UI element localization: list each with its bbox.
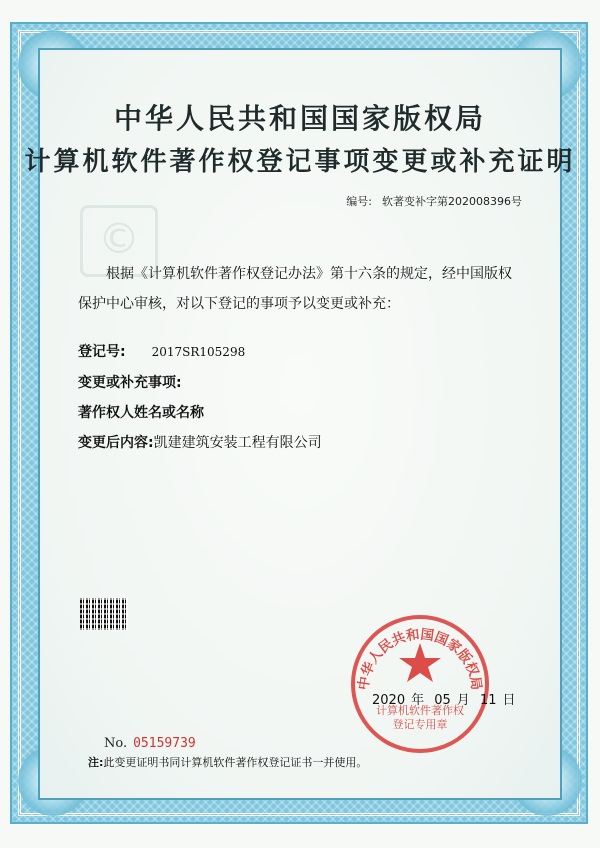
serial-value: 软著变补字第202008396号 xyxy=(382,195,522,208)
registration-label: 登记号: xyxy=(78,344,126,360)
barcode-icon xyxy=(80,598,128,630)
after-change-row xyxy=(78,432,322,452)
registration-row xyxy=(78,341,245,361)
after-change-value: 凯建建筑安装工程有限公司 xyxy=(153,435,322,451)
registration-value: 2017SR105298 xyxy=(151,345,246,359)
date-month-unit: 月 xyxy=(456,693,470,708)
change-items-label: 变更或补充事项: xyxy=(78,375,182,391)
certificate-title: 计算机软件著作权登记事项变更或补充证明 xyxy=(24,147,576,177)
seal-star-icon xyxy=(399,643,441,682)
after-change-label: 变更后内容: xyxy=(78,435,154,451)
issuer-title: 中华人民共和国国家版权局 xyxy=(113,102,486,135)
date-month: 05 xyxy=(434,693,451,708)
note-text: 此变更证明书同计算机软件著作权登记证书一并使用。 xyxy=(103,756,368,769)
date-day: 11 xyxy=(479,693,497,708)
footnote xyxy=(88,754,367,770)
date-day-unit: 日 xyxy=(502,693,516,708)
doc-no-label: No. xyxy=(104,736,128,751)
seal-text-top: 中华人民共和国国家版权局 xyxy=(355,626,485,692)
note-label: 注: xyxy=(88,756,104,769)
serial-label: 编号: xyxy=(346,195,372,208)
serial-number xyxy=(336,193,522,209)
copyright-watermark-icon: © xyxy=(80,205,158,277)
official-seal xyxy=(349,613,491,755)
document-number xyxy=(104,736,196,751)
issue-date xyxy=(372,689,522,708)
doc-no-value: 05159739 xyxy=(133,736,196,751)
date-year: 2020 xyxy=(372,693,406,708)
body-paragraph: 根据《计算机软件著作权登记办法》第十六条的规定，经中国版权保护中心审核，对以下登记的事项予以变更或补充： xyxy=(78,266,512,312)
seal-text-bottom1: 计算机软件著作权 xyxy=(376,704,464,717)
change-item: 著作权人姓名或名称 xyxy=(78,405,204,421)
date-year-unit: 年 xyxy=(411,693,425,708)
seal-text-bottom2: 登记专用章 xyxy=(392,718,448,731)
